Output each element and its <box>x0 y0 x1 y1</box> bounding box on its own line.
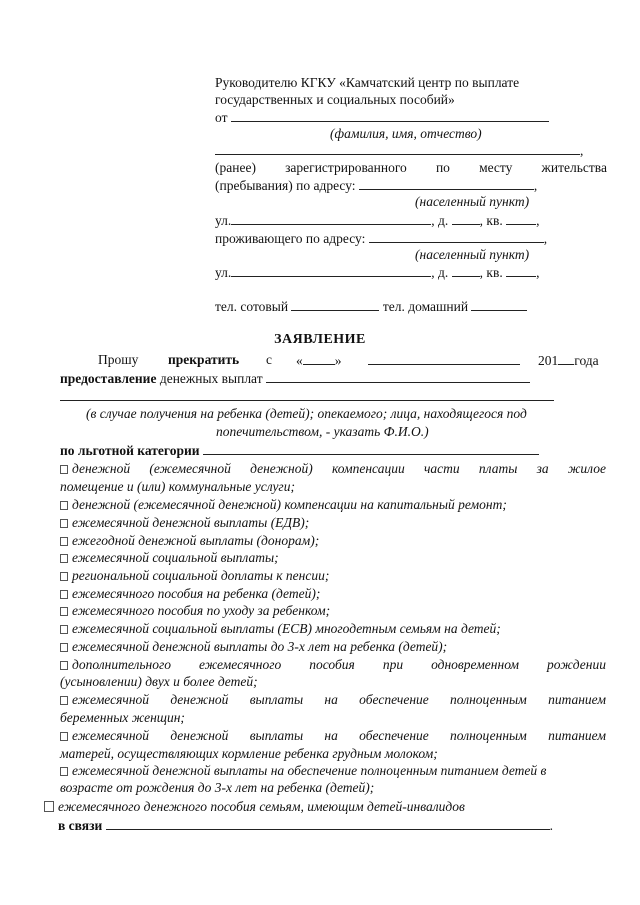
date-month-field[interactable] <box>368 352 520 365</box>
payments-field[interactable] <box>266 370 530 383</box>
request-word: с <box>266 352 272 367</box>
list-item-continuation: (усыновлении) двух и более детей; <box>60 674 258 689</box>
provision-row <box>60 370 530 387</box>
stop-word: прекратить <box>168 352 240 367</box>
list-item-continuation: помещение и (или) коммунальные услуги; <box>60 479 295 494</box>
list-item-continuation: матерей, осуществляющих кормление ребенка грудным молоком; <box>60 746 438 761</box>
reg-word: зарегистрированного <box>285 160 407 175</box>
checkbox[interactable] <box>60 767 68 776</box>
list-item: ежемесячного пособия по уходу за ребенком; <box>60 603 330 619</box>
locality-hint: (населенный пункт) <box>415 194 530 209</box>
living-apt-field[interactable] <box>506 264 536 277</box>
request-word: Прошу <box>98 352 139 367</box>
fio-field[interactable] <box>231 109 549 122</box>
list-item: денежной (ежемесячной денежной) компенсации части платы за жилое <box>60 461 606 477</box>
category-field[interactable] <box>203 442 539 455</box>
date-day-field[interactable] <box>303 352 335 365</box>
list-item: ежемесячной социальной выплаты; <box>60 550 279 566</box>
list-item: ежемесячной социальной выплаты (ЕСВ) многодетным семьям на детей; <box>60 621 501 637</box>
living-address-label: проживающего по адресу: <box>215 231 366 246</box>
registered-street-field[interactable] <box>231 212 431 225</box>
checkbox[interactable] <box>60 696 68 705</box>
hint-line-1: (в случае получения на ребенка (детей); опекаемого; лица, находящегося под <box>86 406 527 421</box>
list-item-continuation: беременных женщин; <box>60 710 185 725</box>
list-item: региональной социальной доплаты к пенсии; <box>60 568 329 584</box>
checkbox[interactable] <box>60 501 68 510</box>
registered-house-field[interactable] <box>452 212 480 225</box>
reg-word: по <box>435 160 450 175</box>
checkbox[interactable] <box>44 801 54 812</box>
payments-field-2[interactable] <box>60 388 554 401</box>
reason-field[interactable] <box>106 817 550 830</box>
reg-word: месту <box>479 160 513 175</box>
checkbox[interactable] <box>60 465 68 474</box>
street-label: ул. <box>215 213 232 228</box>
list-item: ежемесячного денежного пособия семьям, имеющим детей-инвалидов <box>44 799 465 815</box>
list-item: денежной (ежемесячной денежной) компенсации на капитальный ремонт; <box>60 497 507 513</box>
list-item: ежемесячной денежной выплаты на обеспечение полноценным питанием детей в <box>60 763 546 779</box>
payments-field-2-row <box>60 388 554 405</box>
fio-hint: (фамилия, имя, отчество) <box>330 126 482 141</box>
reason-row: в связи . <box>58 818 554 833</box>
checkbox[interactable] <box>60 732 68 741</box>
reason-label: в связи <box>58 818 103 833</box>
hint-line-2: попечительством, - указать Ф.И.О.) <box>216 424 429 439</box>
list-item: ежегодной денежной выплаты (донорам); <box>60 533 319 549</box>
registered-apt-field[interactable] <box>506 212 536 225</box>
checkbox[interactable] <box>60 554 68 563</box>
addressee-line-2: государственных и социальных пособий» <box>215 92 455 107</box>
checkbox[interactable] <box>60 572 68 581</box>
home-phone-field[interactable] <box>471 298 527 311</box>
checkbox[interactable] <box>60 607 68 616</box>
living-locality-field[interactable] <box>369 230 544 243</box>
list-item: ежемесячной денежной выплаты на обеспечение полноценным питанием <box>60 692 606 708</box>
checkbox[interactable] <box>60 625 68 634</box>
reg-word: жительства <box>541 160 607 175</box>
fio-field-2[interactable] <box>215 142 580 155</box>
list-item-continuation: возрасте от рождения до 3-х лет на ребенка (детей); <box>60 780 375 795</box>
living-street-field[interactable] <box>231 264 431 277</box>
category-label: по льготной категории <box>60 443 200 458</box>
home-phone-label: тел. домашний <box>382 299 469 314</box>
living-house-field[interactable] <box>452 264 480 277</box>
payments-label: денежных выплат <box>156 371 263 386</box>
list-item: ежемесячной денежной выплаты (ЕДВ); <box>60 515 309 531</box>
provision-word: предоставление <box>60 371 157 386</box>
checkbox[interactable] <box>60 519 68 528</box>
house-label: , д. <box>431 213 449 228</box>
registered-street-row: ул. , д. , кв. , <box>215 213 540 228</box>
registered-locality-field[interactable] <box>359 177 534 190</box>
list-item: ежемесячной денежной выплаты до 3-х лет на ребенка (детей); <box>60 639 447 655</box>
mobile-phone-label: тел. сотовый <box>215 299 289 314</box>
living-street-row: ул. , д. , кв. , <box>215 265 540 280</box>
from-label: от <box>215 110 228 125</box>
category-row <box>60 442 539 459</box>
locality-hint-2: (населенный пункт) <box>415 247 530 262</box>
mobile-phone-field[interactable] <box>291 298 379 311</box>
addressee-line-1: Руководителю КГКУ «Камчатский центр по выплате <box>215 75 520 90</box>
date-year-field[interactable] <box>558 352 574 365</box>
date-day-row: « » <box>296 353 342 368</box>
list-item: ежемесячной денежной выплаты на обеспечение полноценным питанием <box>60 728 606 744</box>
registered-address-row: (пребывания) по адресу: , <box>215 178 538 193</box>
living-address-row: проживающего по адресу: , <box>215 231 548 246</box>
reg-word: (ранее) <box>215 160 256 175</box>
registered-row <box>215 160 607 176</box>
list-item: ежемесячного пособия на ребенка (детей); <box>60 586 320 602</box>
checkbox[interactable] <box>60 643 68 652</box>
comma: , <box>580 143 584 158</box>
document-title: ЗАЯВЛЕНИЕ <box>274 332 366 347</box>
year-row: 201 года <box>538 353 599 368</box>
list-item: дополнительного ежемесячного пособия при одновременном рождении <box>60 657 606 673</box>
checkbox[interactable] <box>60 661 68 670</box>
registered-address-label: (пребывания) по адресу: <box>215 178 356 193</box>
from-row <box>215 109 549 126</box>
apt-label: , кв. <box>479 213 503 228</box>
fio-field-2-row <box>215 142 583 159</box>
checkbox[interactable] <box>60 590 68 599</box>
phones-row <box>215 298 527 315</box>
checkbox[interactable] <box>60 537 68 546</box>
